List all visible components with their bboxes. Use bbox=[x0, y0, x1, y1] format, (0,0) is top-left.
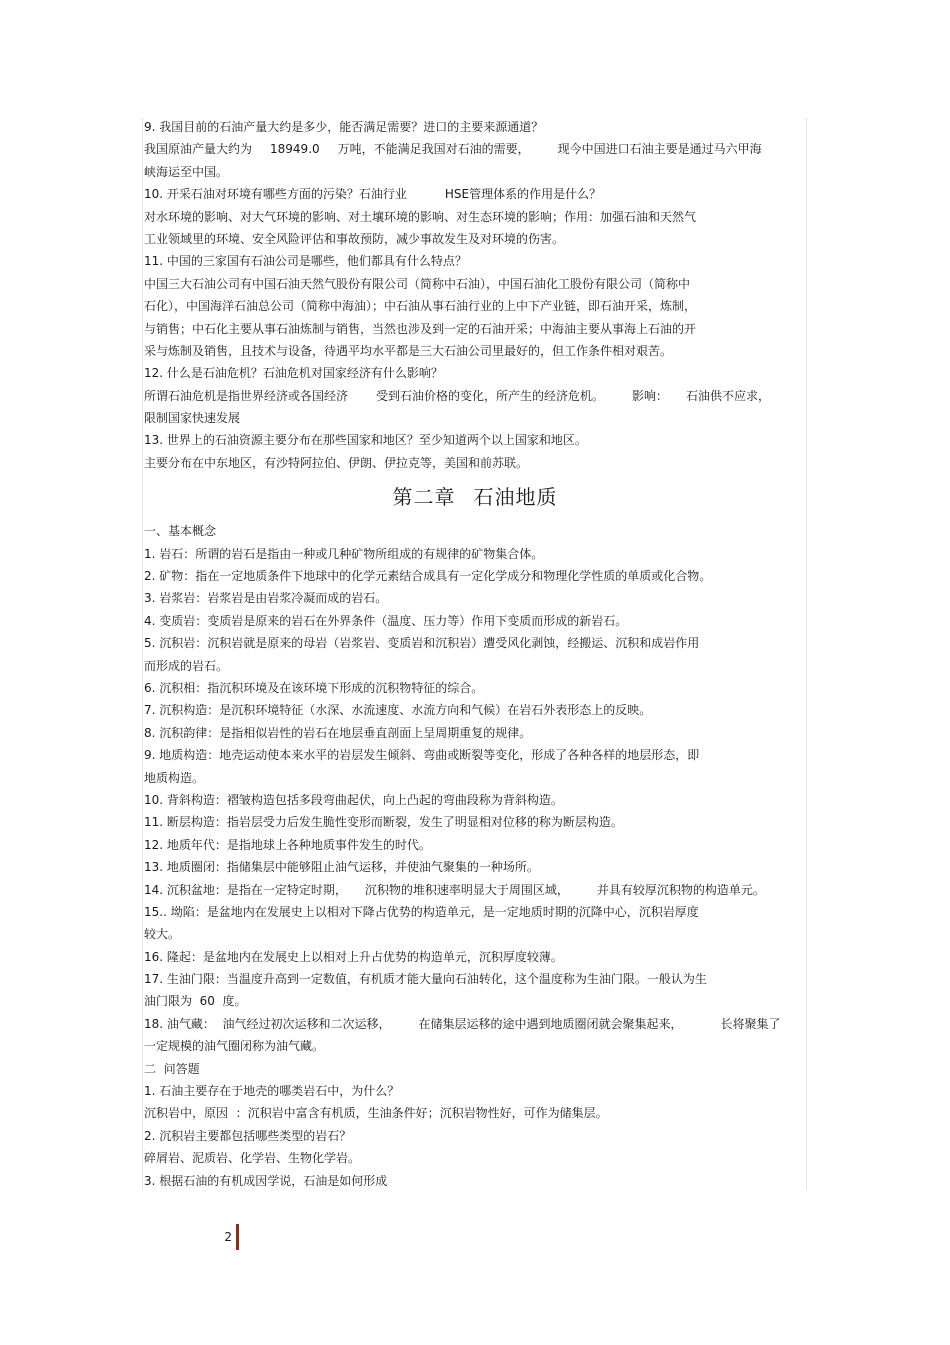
question-10-part-b: HSE管理体系的作用是什么？ bbox=[444, 187, 602, 202]
answer-10-cont: 工业领域里的环境、安全风险评估和事故预防，减少事故发生及对环境的伤害。 bbox=[144, 231, 565, 246]
concept-15-cont: 较大。 bbox=[144, 927, 181, 942]
answer-9-part-c: 万吨，不能满足我国对石油的需要， bbox=[337, 142, 530, 157]
concept-5: 5. 沉积岩：沉积岩就是原来的母岩（岩浆岩、变质岩和沉积岩）遭受风化剥蚀，经搬运、沉积和成岩作用 bbox=[144, 636, 700, 651]
chapter-number: 第二章 bbox=[392, 485, 456, 510]
page-footer bbox=[218, 1224, 239, 1250]
answer-12-part-c: 影响： bbox=[632, 388, 669, 403]
footer-accent-bar bbox=[236, 1224, 239, 1250]
answer-9-part-d: 现今中国进口石油主要是通过马六甲海 bbox=[557, 142, 762, 157]
question-12: 12. 什么是石油危机？石油危机对国家经济有什么影响？ bbox=[144, 366, 443, 381]
concept-14-part-b: 沉积物的堆积速率明显大于周围区域， bbox=[364, 882, 569, 897]
concept-11: 11. 断层构造：指岩层受力后发生脆性变形而断裂，发生了明显相对位移的称为断层构造。 bbox=[144, 815, 623, 830]
concept-3: 3. 岩浆岩：岩浆岩是由岩浆冷凝而成的岩石。 bbox=[144, 591, 388, 606]
section-heading-concepts: 一、基本概念 bbox=[144, 524, 217, 539]
concept-16: 16. 隆起：是盆地内在发展史上以相对上升占优势的构造单元，沉积厚度较薄。 bbox=[144, 949, 563, 964]
question-13: 13. 世界上的石油资源主要分布在那些国家和地区？至少知道两个以上国家和地区。 bbox=[144, 433, 587, 448]
concept-18-part-c: 长将聚集了 bbox=[720, 1016, 781, 1031]
concept-14-part-a: 14. 沉积盆地：是指在一定特定时期， bbox=[144, 882, 347, 897]
answer-9-value: 18949.0 bbox=[270, 142, 320, 157]
concept-14-part-c: 并具有较厚沉积物的构造单元。 bbox=[596, 882, 765, 897]
concept-1: 1. 岩石：所谓的岩石是指由一种或几种矿物所组成的有规律的矿物集合体。 bbox=[144, 546, 544, 561]
concept-8: 8. 沉积韵律：是指相似岩性的岩石在地层垂直剖面上呈周期重复的规律。 bbox=[144, 725, 532, 740]
concept-15: 15.. 坳陷：是盆地内在发展史上以相对下降占优势的构造单元，是一定地质时期的沉降中心，沉积岩厚度 bbox=[144, 904, 699, 919]
answer-10-line: 对水环境的影响、对大气环境的影响、对土壤环境的影响、对生态环境的影响；作用：加强石油和天然气 bbox=[144, 209, 697, 224]
answer-11-line-4: 采与炼制及销售，且技术与设备，待遇平均水平都是三大石油公司里最好的，但工作条件相对艰苦。 bbox=[144, 343, 673, 358]
question-10-part-a: 10. 开采石油对环境有哪些方面的污染？石油行业 bbox=[144, 187, 407, 202]
qa-answer-1: 沉积岩中，原因 ：沉积岩中富含有机质，生油条件好；沉积岩物性好，可作为储集层。 bbox=[144, 1106, 608, 1121]
chapter-name: 石油地质 bbox=[473, 485, 558, 510]
qa-question-3: 3. 根据石油的有机成因学说，石油是如何形成 bbox=[144, 1173, 388, 1188]
answer-12-part-b: 受到石油价格的变化，所产生的经济危机。 bbox=[376, 388, 605, 403]
qa-question-1: 1. 石油主要存在于地壳的哪类岩石中，为什么？ bbox=[144, 1084, 400, 1099]
question-11: 11. 中国的三家国有石油公司是哪些，他们都具有什么特点？ bbox=[144, 254, 467, 269]
concept-18-part-a: 18. 油气藏： 油气经过初次运移和二次运移， bbox=[144, 1016, 391, 1031]
concept-17-cont: 油门限为 60 度。 bbox=[144, 994, 247, 1009]
question-10 bbox=[144, 183, 806, 205]
left-margin-rule bbox=[142, 118, 143, 1190]
concept-12: 12. 地质年代：是指地球上各种地质事件发生的时代。 bbox=[144, 837, 431, 852]
answer-12-part-a: 所谓石油危机是指世界经济或各国经济 bbox=[144, 388, 349, 403]
chapter-title bbox=[144, 474, 806, 520]
answer-11-line-2: 石化），中国海洋石油总公司（简称中海油）；中石油从事石油行业的上中下产业链，即石油开采，炼制， bbox=[144, 299, 697, 314]
concept-18-part-b: 在储集层运移的途中遇到地质圈闭就会聚集起来， bbox=[418, 1016, 683, 1031]
concept-2: 2. 矿物：指在一定地质条件下地球中的化学元素结合成具有一定化学成分和物理化学性质的单质或化合物。 bbox=[144, 569, 712, 584]
right-margin-rule bbox=[806, 118, 807, 1190]
answer-12-cont: 限制国家快速发展 bbox=[144, 411, 241, 426]
concept-17: 17. 生油门限：当温度升高到一定数值，有机质才能大量向石油转化，这个温度称为生油门限。一般认为生 bbox=[144, 972, 707, 987]
qa-question-2: 2. 沉积岩主要都包括哪些类型的岩石？ bbox=[144, 1128, 352, 1143]
section-heading-qa: 二 问答题 bbox=[144, 1061, 200, 1076]
answer-12-line bbox=[144, 385, 806, 407]
concept-18 bbox=[144, 1013, 806, 1035]
concept-4: 4. 变质岩：变质岩是原来的岩石在外界条件（温度、压力等）作用下变质而形成的新岩石。 bbox=[144, 613, 628, 628]
page-number: 2 bbox=[224, 1230, 232, 1244]
concept-9: 9. 地质构造：地壳运动使本来水平的岩层发生倾斜、弯曲或断裂等变化，形成了各种各样的地层形态，即 bbox=[144, 748, 700, 763]
answer-9-line bbox=[144, 138, 806, 160]
concept-5-cont: 而形成的岩石。 bbox=[144, 658, 229, 673]
concept-18-cont: 一定规模的油气圈闭称为油气藏。 bbox=[144, 1039, 325, 1054]
concept-13: 13. 地质圈闭：指储集层中能够阻止油气运移，并使油气聚集的一种场所。 bbox=[144, 860, 539, 875]
qa-answer-2: 碎屑岩、泥质岩、化学岩、生物化学岩。 bbox=[144, 1151, 361, 1166]
answer-11-line-1: 中国三大石油公司有中国石油天然气股份有限公司（简称中石油），中国石油化工股份有限公司（简称中 bbox=[144, 276, 691, 291]
answer-9-part-a: 我国原油产量大约为 bbox=[144, 142, 253, 157]
concept-7: 7. 沉积构造：是沉积环境特征（水深、水流速度、水流方向和气候）在岩石外表形态上的反映。 bbox=[144, 703, 652, 718]
answer-9-cont: 峡海运至中国。 bbox=[144, 164, 229, 179]
answer-13: 主要分布在中东地区，有沙特阿拉伯、伊朗、伊拉克等，美国和前苏联。 bbox=[144, 455, 529, 470]
page-content bbox=[144, 116, 806, 1192]
concept-9-cont: 地质构造。 bbox=[144, 770, 205, 785]
concept-10: 10. 背斜构造：褶皱构造包括多段弯曲起伏，向上凸起的弯曲段称为背斜构造。 bbox=[144, 792, 563, 807]
answer-11-line-3: 与销售；中石化主要从事石油炼制与销售，当然也涉及到一定的石油开采；中海油主要从事海上石油的开 bbox=[144, 321, 697, 336]
concept-6: 6. 沉积相：指沉积环境及在该环境下形成的沉积物特征的综合。 bbox=[144, 680, 484, 695]
answer-12-part-d: 石油供不应求， bbox=[686, 388, 771, 403]
question-9: 9. 我国目前的石油产量大约是多少，能否满足需要？进口的主要来源通道？ bbox=[144, 120, 544, 134]
concept-14 bbox=[144, 879, 806, 901]
